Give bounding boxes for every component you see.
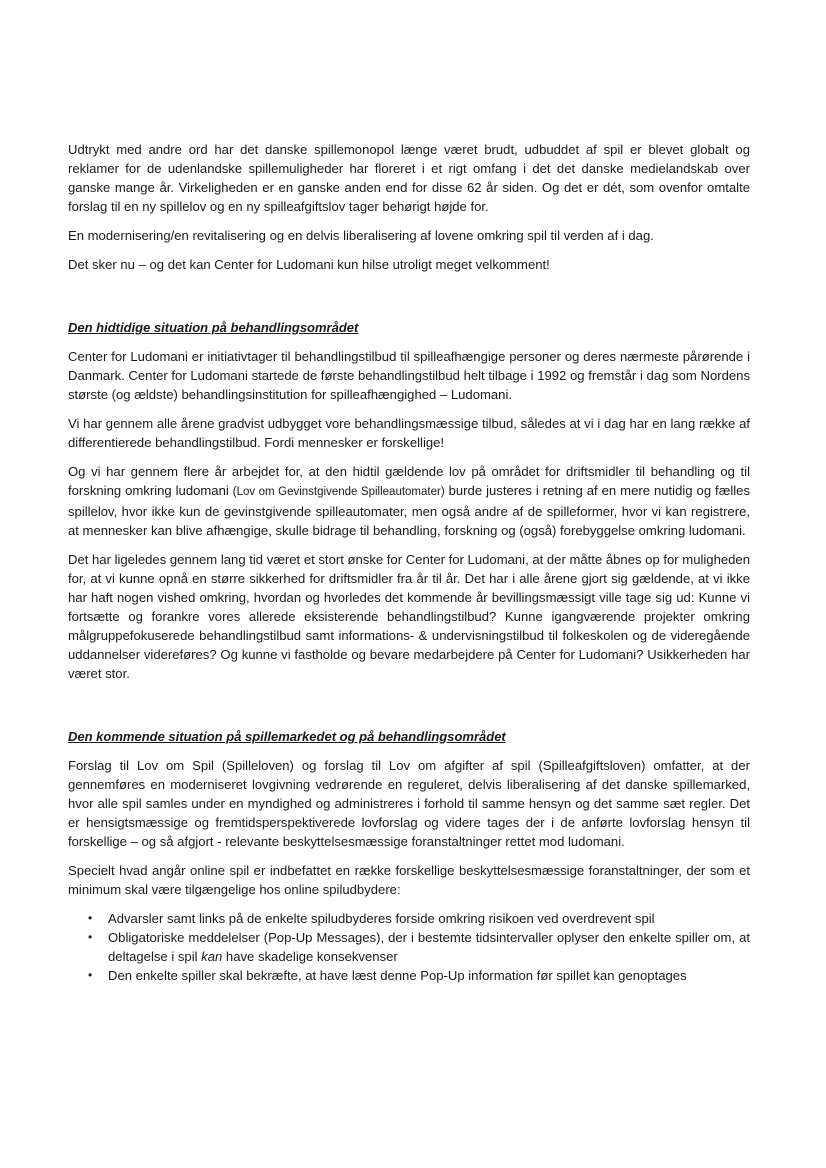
intro-paragraph-1: Udtrykt med andre ord har det danske spillemonopol længe været brudt, udbuddet af spil er blevet globalt og reklamer for de udenlandske spillemuligheder har floreret i et rigt omfang i det det danske medielandskab over ganske mange år. Virkeligheden er en ganske anden end for disse 62 år siden. Og det er dét, som ovenfor omtalte forslag til en ny spillelov og en ny spilleafgiftslov tager behørigt højde for. (68, 142, 750, 214)
list-item (88, 966, 750, 985)
section-spacer (68, 693, 750, 727)
intro-paragraph-2: En modernisering/en revitalisering og en delvis liberalisering af lovene omkring spil til verden af i dag. (68, 228, 654, 243)
bullet-text: Den enkelte spiller skal bekræfte, at have læst denne Pop-Up information før spillet kan genoptages (108, 968, 687, 983)
section1-paragraph-3 (68, 462, 750, 540)
section2-paragraph-1: Forslag til Lov om Spil (Spilleloven) og forslag til Lov om afgifter af spil (Spilleafgiftsloven) omfatter, at der gennemføres en moderniseret lovgivning vedrørende en reguleret, delvis liberalisering af det danske spillemarked, hvor alle spil samles under en myndighed og administreres i forhold til samme hensyn og det samme sæt regler. Det er hensigtsmæssige og fremtidsperspektiverede lovforslag og videre tages der i de anførte lovforslag hensyn til forskellige – og så afgjort - relevante beskyttelsesmæssige foranstaltninger rettet mod ludomani. (68, 758, 750, 849)
section1-paragraph-2: Vi har gennem alle årene gradvist udbygget vore behandlingsmæssige tilbud, således at vi i dag har en lang række af differentierede behandlingstilbud. Fordi mennesker er forskellige! (68, 416, 750, 450)
document-page (68, 140, 750, 985)
bullet-icon: • (88, 968, 93, 982)
intro-paragraph-3: Det sker nu – og det kan Center for Ludomani kun hilse utroligt meget velkomment! (68, 257, 550, 272)
section1-paragraph-1: Center for Ludomani er initiativtager til behandlingstilbud til spilleafhængige personer og deres nærmeste pårørende i Danmark. Center for Ludomani startede de første behandlingstilbud helt tilbage i 1992 og fremstår i dag som Nordens største (og ældste) behandlingsinstitution for spilleafhængighed – Ludomani. (68, 349, 750, 402)
list-item (88, 909, 750, 928)
law-reference: (Lov om Gevinstgivende Spilleautomater) (232, 486, 445, 498)
section-heading-current-situation: Den hidtidige situation på behandlingsområdet (68, 320, 359, 335)
section1-paragraph-3-part-b: burde justeres i retning af en mere nutidig og fælles spillelov, hvor ikke kun de gevinstgivende spilleautomater, men også andre af de spilleformer, hvor vi kan registrere, at mennesker kan blive afhængige, skulle bidrage til behandling, forskning og (også) forebyggelse omkring ludomani. (68, 483, 750, 538)
bullet-text: Advarsler samt links på de enkelte spiludbyderes forside omkring risikoen ved overdrevent spil (108, 911, 655, 926)
bullet-list (68, 909, 750, 985)
bullet-text-emphasis: kan (201, 949, 223, 964)
bullet-icon: • (88, 911, 93, 925)
section2-paragraph-2: Specielt hvad angår online spil er indbefattet en række forskellige beskyttelsesmæssige foranstaltninger, der som et minimum skal være tilgængelige hos online spiludbydere: (68, 863, 750, 897)
section1-paragraph-4: Det har ligeledes gennem lang tid været et stort ønske for Center for Ludomani, at der måtte åbnes op for muligheden for, at vi kunne opnå en større sikkerhed for driftsmidler fra år til år. Det har i alle årene gjort sig gældende, at vi ikke har haft nogen vished omkring, hvordan og hvorledes det kommende år bevillingsmæssigt ville tage sig ud: Kunne vi fortsætte og forankre vores allerede eksisterende behandlingstilbud? Kunne igangværende projekter omkring målgruppefokuserede behandlingstilbud samt informations- & undervisningstilbud til folkeskolen og de videregående uddannelser videreføres? Og kunne vi fastholde og bevare medarbejdere på Center for Ludomani? Usikkerheden har været stor. (68, 552, 750, 681)
bullet-text-part-a: Obligatoriske meddelelser (Pop-Up Messages), der i bestemte tidsintervaller oplyser den enkelte spiller om, at deltagelse i spil (108, 930, 750, 964)
bullet-text-part-b: have skadelige konsekvenser (222, 949, 398, 964)
section1-paragraph-3-part-a: Og vi har gennem flere år arbejdet for, at den hidtil gældende lov på området for driftsmidler til behandling og til forskning omkring ludomani (68, 464, 750, 498)
bullet-icon: • (88, 930, 93, 944)
section-heading-future-situation: Den kommende situation på spillemarkedet og på behandlingsområdet (68, 729, 506, 744)
section-spacer (68, 284, 750, 318)
list-item (88, 928, 750, 966)
